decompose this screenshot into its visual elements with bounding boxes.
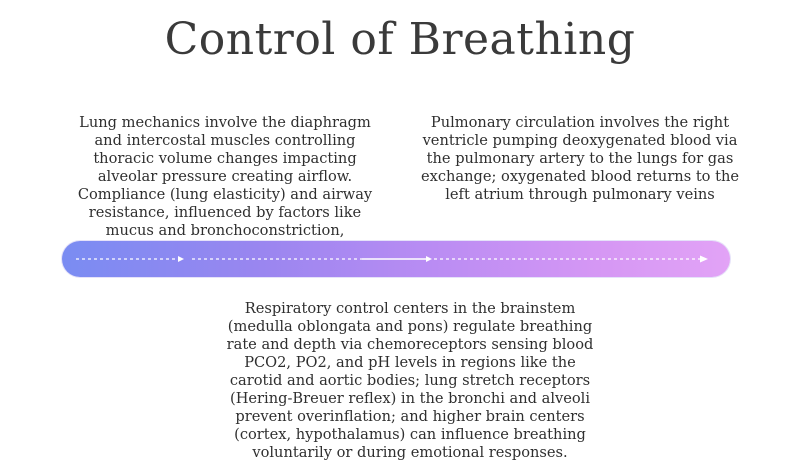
- timeline-arrows: [62, 241, 730, 277]
- timeline-arrowhead-2: [426, 256, 432, 262]
- timeline-arrowhead-3: [700, 256, 708, 263]
- pulmonary-circulation-text: Pulmonary circulation involves the right ventricle pumping deoxygenated blood via the pulmonary artery to the lungs for gas exchange; oxygenated blood returns to the left atrium through pulmonary veins: [420, 114, 740, 203]
- respiratory-control-text: Respiratory control centers in the brainstem (medulla oblongata and pons) regulate breathing rate and depth via chemoreceptors sensing blood PCO2, PO2, and pH levels in regions like the carotid and aortic bodies; lung stretch receptors (Hering-Breuer reflex) in the bronchi and alveoli prevent overinflation; and higher brain centers (cortex, hypothalamus) can influence breathing voluntarily or during emotional responses.: [226, 300, 594, 461]
- timeline-arrowhead-1: [178, 256, 184, 262]
- lung-mechanics-text: Lung mechanics involve the diaphragm and intercostal muscles controlling thoracic volume changes impacting alveolar pressure creating airflow. Compliance (lung elasticity) and airway resistance, influenced by factors like mucus and bronchoconstriction,: [77, 114, 373, 239]
- slide-title: Control of Breathing: [164, 14, 636, 65]
- timeline-bar: [62, 241, 730, 277]
